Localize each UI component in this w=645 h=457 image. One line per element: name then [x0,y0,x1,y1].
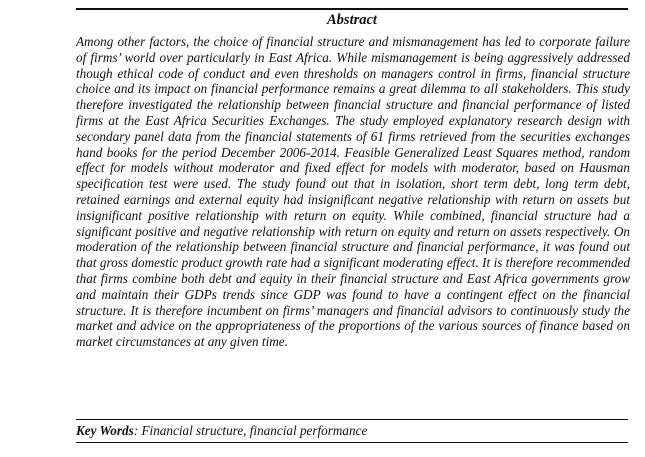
abstract-body [76,34,630,350]
abstract-paragraph: Among other factors, the choice of financial structure and mismanagement has led to corporate failure of firms’ world over particularly in East Africa. While mismanagement is being aggressively addressed though ethical code of conduct and even thresholds on managers control in firms, financial structure choice and its impact on financial performance remains a great dilemma to all stakeholders. This study therefore investigated the relationship between financial structure and financial performance of listed firms at the East Africa Securities Exchanges. The study employed explanatory research design with secondary panel data from the financial statements of 61 firms retrieved from the securities exchanges hand books for the period December 2006-2014. Feasible Generalized Least Squares method, random effect for models without moderator and fixed effect for models with moderator, based on Hausman specification test were used. The study found out that in isolation, short term debt, long term debt, retained earnings and external equity had insignificant negative relationship with return on assets but insignificant positive relationship with return on equity. While combined, financial structure had a significant positive and negative relationship with return on equity and return on assets respectively. On moderation of the relationship between financial structure and financial performance, it was found out that gross domestic product growth rate had a significant moderating effect. It is therefore recommended that firms combine both debt and equity in their financial structure and East Africa governments grow and maintain their GDPs trends since GDP was found to have a contingent effect on the financial structure. It is therefore incumbent on firms’ managers and financial advisors to continuously study the market and advice on the appropriateness of the proportions of the various sources of finance based on market circumstances at any given time. [76,34,630,350]
keywords-label: Key Words [76,423,134,438]
top-rule [76,8,628,10]
keywords-separator: : [133,423,142,438]
keywords-terms: Financial structure, financial performance [141,423,368,438]
keywords-line [76,423,628,439]
keywords-underline [76,442,628,443]
abstract-heading: Abstract [327,12,377,28]
bottom-rule [76,419,628,420]
